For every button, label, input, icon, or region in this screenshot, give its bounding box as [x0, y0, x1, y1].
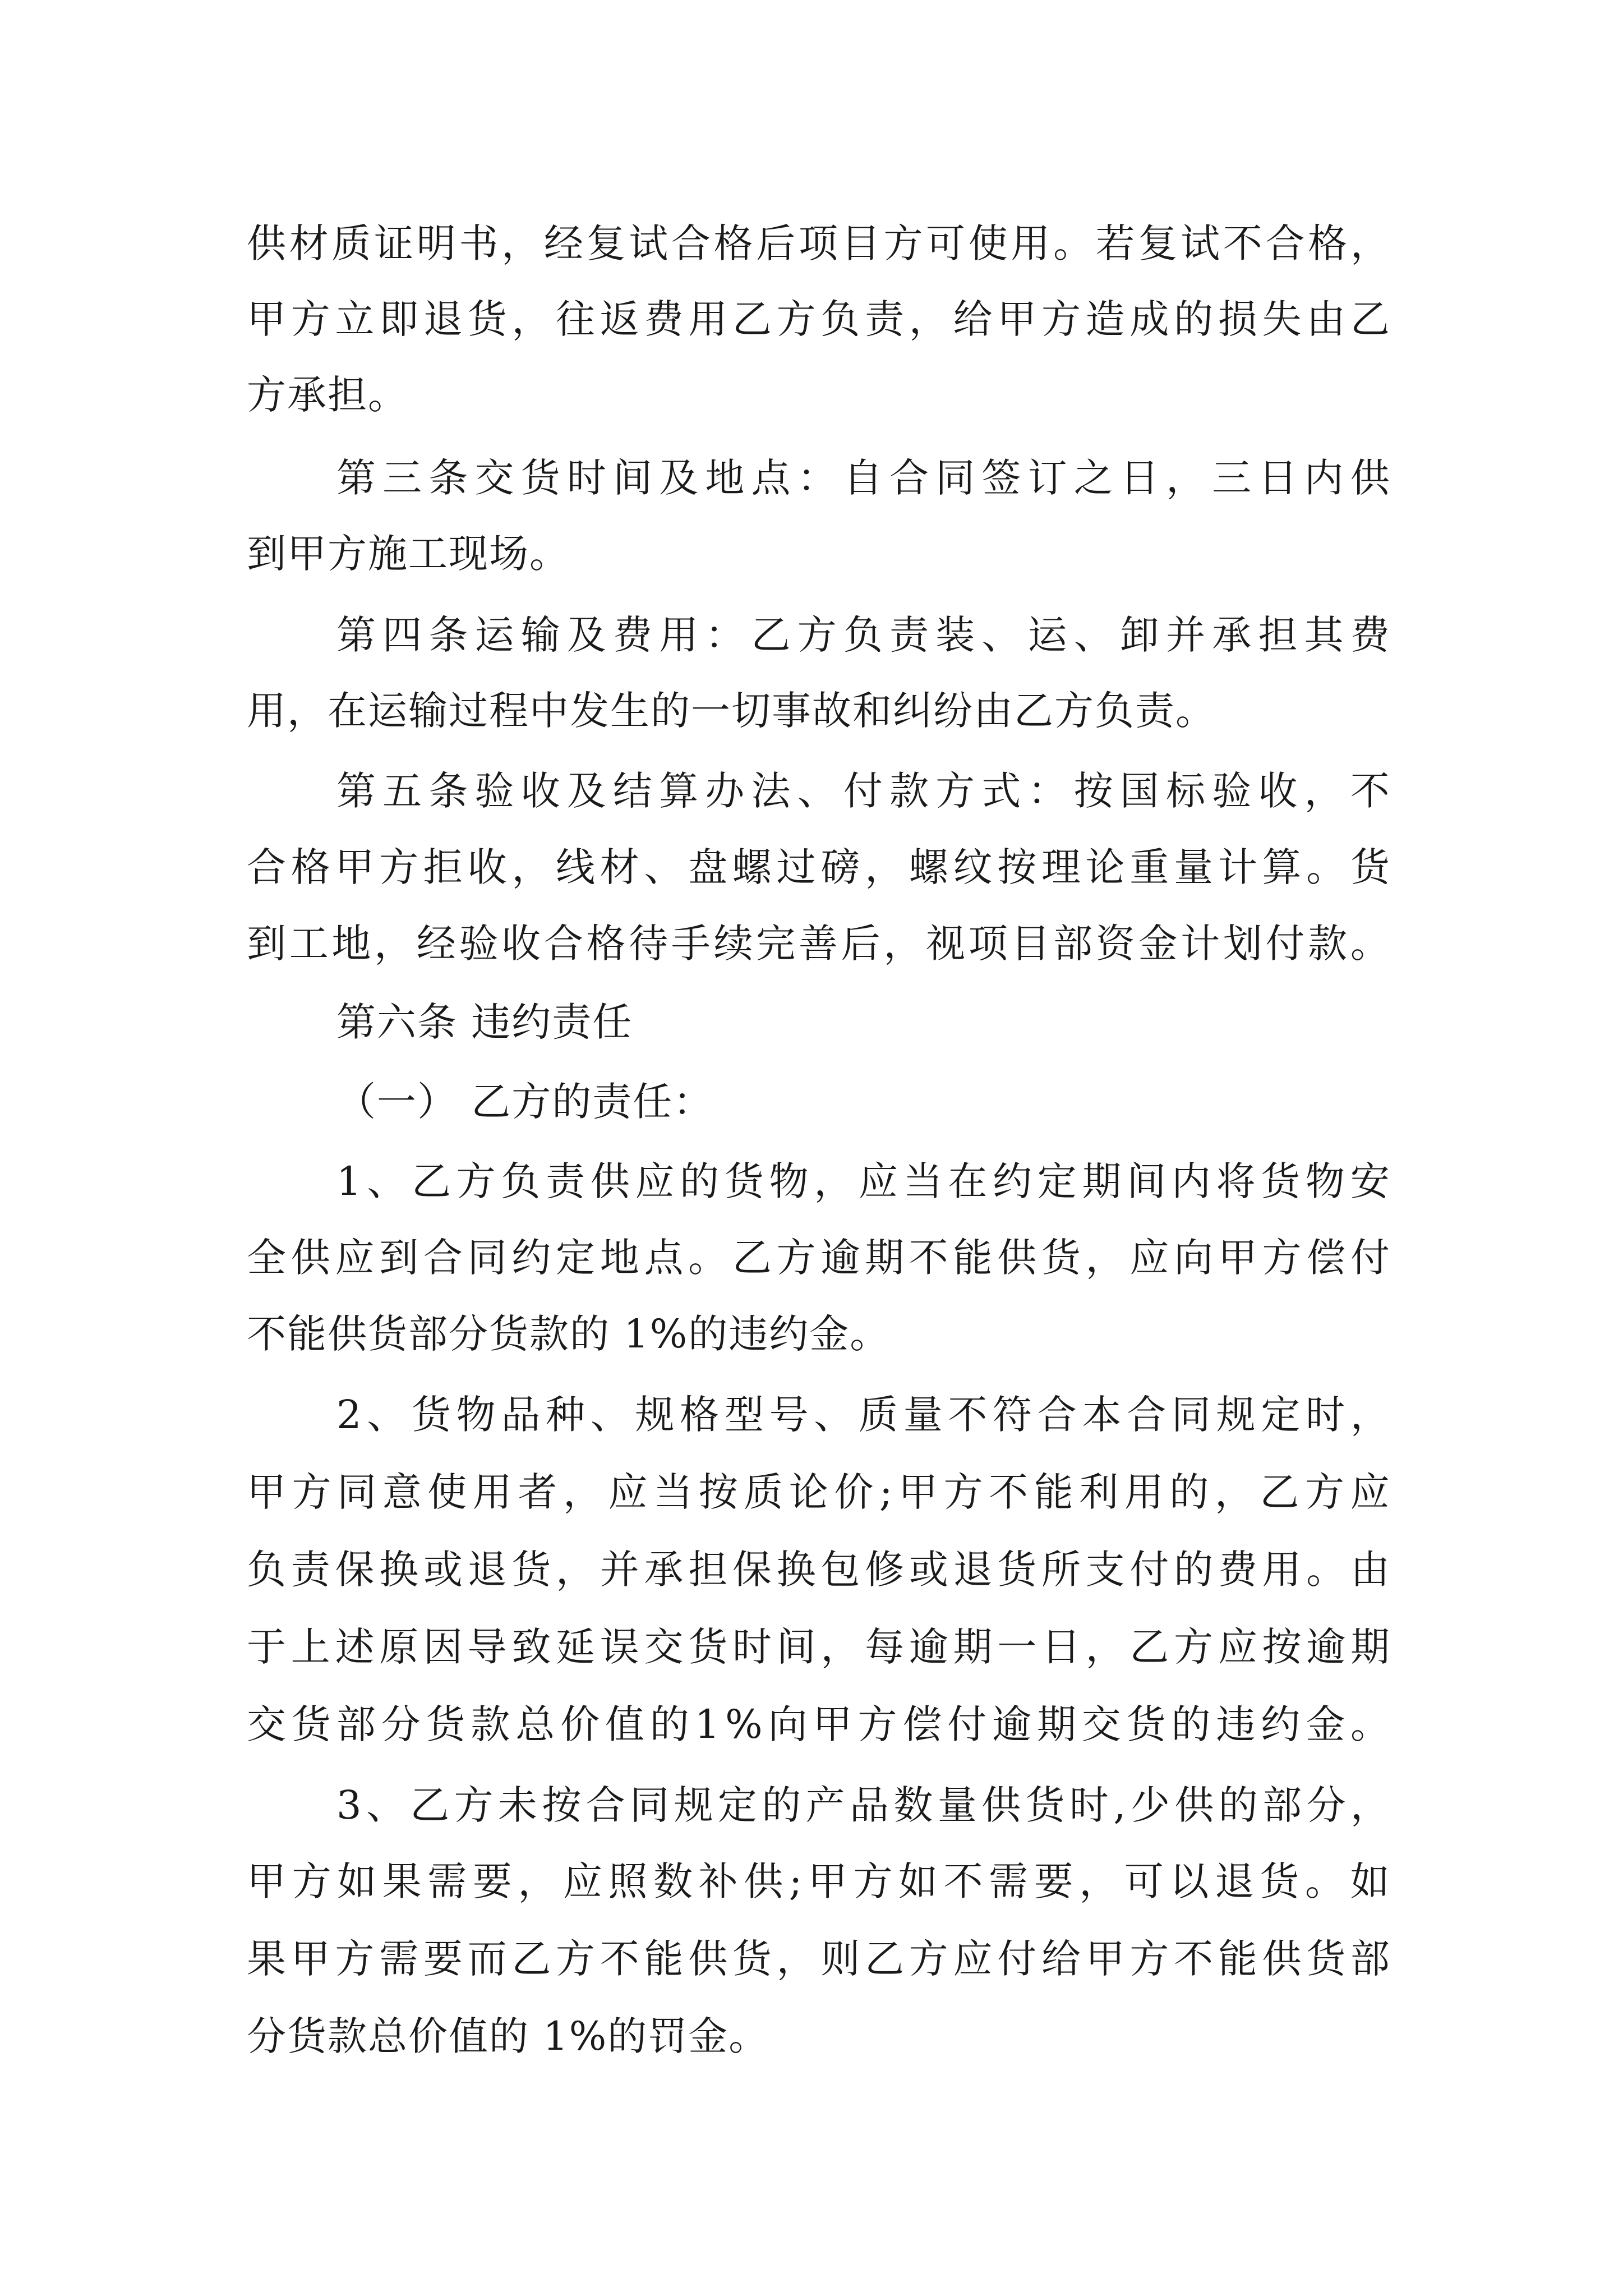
text-line: 于 上 述 原 因 导 致 延 误 交 货 时 间 ， 每 逾 期 一 日 ， 乙 方 应 按 逾 期 — [247, 1624, 1391, 1670]
text-line: 供 材 质 证 明 书 ， 经 复 试 合 格 后 项 目 方 可 使 用 。 若 复 试 不 合 格 ， — [247, 220, 1391, 266]
text-line: 全 供 应 到 合 同 约 定 地 点 。 乙 方 逾 期 不 能 供 货 ， 应 向 甲 方 偿 付 — [247, 1235, 1391, 1281]
text-line: 分货款总价值的 1%的罚金。 — [247, 2013, 769, 2059]
text-line: 不能供货部分货款的 1%的违约金。 — [247, 1311, 891, 1357]
text-line: 到 工 地 ， 经 验 收 合 格 待 手 续 完 善 后 ， 视 项 目 部 资 金 计 划 付 款 。 — [247, 921, 1391, 967]
article-3-line: 第 三 条 交 货 时 间 及 地 点 ： 自 合 同 签 订 之 日 ， 三 日 内 供 — [336, 455, 1391, 501]
text-line: 甲 方 立 即 退 货 ， 往 返 费 用 乙 方 负 责 ， 给 甲 方 造 成 的 损 失 由 乙 — [247, 296, 1391, 342]
item-3-line: 3 、 乙 方 未 按 合 同 规 定 的 产 品 数 量 供 货 时 , 少 供 的 部 分 ， — [336, 1782, 1391, 1828]
text-line: 合 格 甲 方 拒 收 ， 线 材 、 盘 螺 过 磅 ， 螺 纹 按 理 论 重 量 计 算 。 货 — [247, 844, 1391, 890]
text-line: 交 货 部 分 货 款 总 价 值 的 1 % 向 甲 方 偿 付 逾 期 交 货 的 违 约 金 。 — [247, 1701, 1391, 1747]
item-2-line: 2 、 货 物 品 种 、 规 格 型 号 、 质 量 不 符 合 本 合 同 规 定 时 ， — [336, 1392, 1391, 1438]
text-line: 用，在运输过程中发生的一切事故和纠纷由乙方负责。 — [247, 688, 1216, 734]
text-line: 到甲方施工现场。 — [247, 531, 570, 577]
text-line: 果 甲 方 需 要 而 乙 方 不 能 供 货 ， 则 乙 方 应 付 给 甲 方 不 能 供 货 部 — [247, 1936, 1391, 1982]
section-1-heading: （一） 乙方的责任： — [336, 1079, 714, 1125]
article-4-line: 第 四 条 运 输 及 费 用 ： 乙 方 负 责 装 、 运 、 卸 并 承 担 其 费 — [336, 612, 1391, 658]
text-line: 方承担。 — [247, 372, 408, 418]
item-1-line: 1 、 乙 方 负 责 供 应 的 货 物 ， 应 当 在 约 定 期 间 内 将 货 物 安 — [336, 1158, 1391, 1204]
text-line: 甲 方 同 意 使 用 者 ， 应 当 按 质 论 价 ; 甲 方 不 能 利 用 的 ， 乙 方 应 — [247, 1469, 1391, 1515]
text-line: 负 责 保 换 或 退 货 ， 并 承 担 保 换 包 修 或 退 货 所 支 付 的 费 用 。 由 — [247, 1547, 1391, 1593]
text-line: 甲 方 如 果 需 要 ， 应 照 数 补 供 ; 甲 方 如 不 需 要 ， 可 以 退 货 。 如 — [247, 1858, 1391, 1904]
article-6-heading: 第六条 违约责任 — [336, 999, 633, 1045]
article-5-line: 第 五 条 验 收 及 结 算 办 法 、 付 款 方 式 ： 按 国 标 验 收 ， 不 — [336, 768, 1391, 814]
